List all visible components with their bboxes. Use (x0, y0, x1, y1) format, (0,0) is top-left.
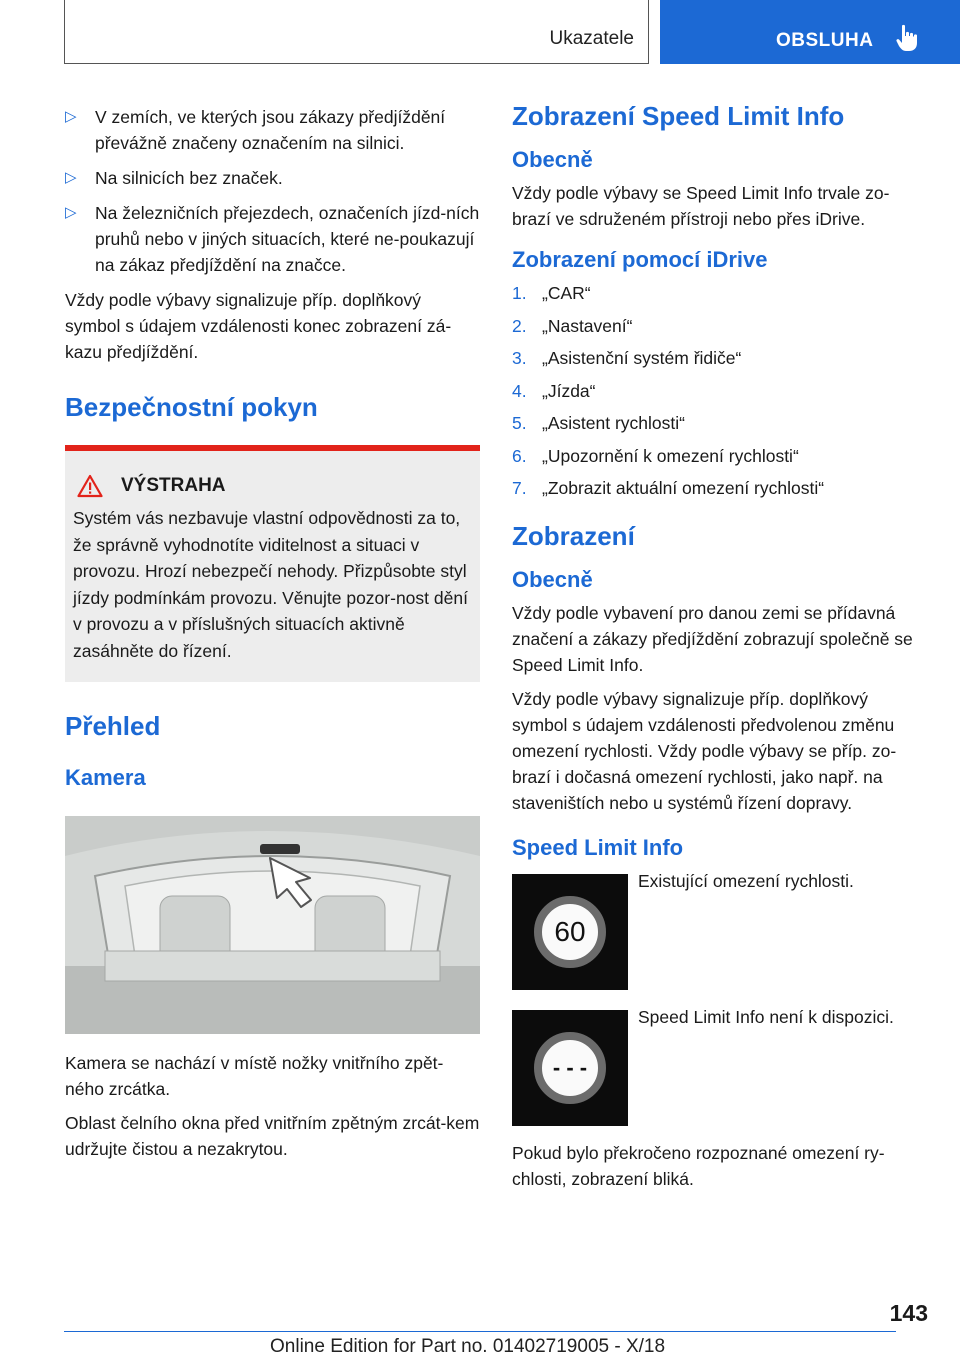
list-item: ▷ Na železničních přejezdech, označeních jízd-ních pruhů nebo v jiných situacích, které ne-poukazují na zákaz předjíždění na značce. (65, 200, 480, 278)
list-item: 6. „Upozornění k omezení rychlosti“ (512, 445, 799, 466)
warning-text: Systém vás nezbavuje vlastní odpovědnosti za to, že správně vyhodnotíte viditelnost a situaci v provozu. Hrozí nebezpečí nehody. Přizpůsobte styl jízdy podmínkám provozu. Věnujte pozor-nost dění v provozu a v příslušných situacích aktivně zasáhněte do řízení. (73, 508, 468, 661)
chapter-tab (660, 0, 960, 64)
speed-limit-circle: 60 (534, 896, 606, 968)
speed-limit-sign-image (512, 874, 628, 990)
section-heading: Zobrazení Speed Limit Info (512, 101, 845, 131)
camera-location-image (65, 816, 480, 1034)
subsection-heading: Obecně (512, 566, 593, 592)
speed-limit-unavailable-image (512, 1010, 628, 1126)
paragraph: Kamera se nachází v místě nožky vnitřního zpět-ného zrcátka. (65, 1053, 444, 1099)
paragraph: Vždy podle výbavy signalizuje příp. doplňkový symbol s údajem vzdálenosti předvolenou změnu omezení rychlosti. Vždy podle výbavy se příp. zo-brazí i dočasná omezení rychlosti, jako např. na staveništích nebo u systémů řízení dopravy. (512, 688, 897, 813)
left-column (65, 104, 480, 1170)
list-item: ▷ Na silnicích bez značek. (65, 165, 480, 191)
list-item: 7. „Zobrazit aktuální omezení rychlosti“ (512, 478, 825, 498)
footer-edition: Online Edition for Part no. 01402719005 - X/18 (270, 1336, 666, 1357)
triangle-bullet-icon: ▷ (65, 169, 77, 186)
idrive-steps-list (512, 280, 927, 508)
chapter-title: OBSLUHA (776, 30, 874, 51)
section-heading: Zobrazení (512, 520, 635, 551)
list-item: 3. „Asistenční systém řidiče“ (512, 348, 742, 368)
paragraph: Pokud bylo překročeno rozpoznané omezení ry-chlosti, zobrazení bliká. (512, 1142, 885, 1189)
header-section-box (64, 0, 649, 64)
paragraph: Vždy podle výbavy signalizuje příp. doplňkový symbol s údajem vzdálenosti konec zobrazení zá-kazu předjíždění. (65, 290, 452, 362)
sign-row (512, 1006, 927, 1126)
subsection-heading: Speed Limit Info (512, 834, 684, 860)
section-heading: Bezpečnostní pokyn (65, 392, 318, 422)
triangle-bullet-icon: ▷ (65, 204, 77, 221)
subsection-heading: Kamera (65, 765, 146, 790)
subsection-heading: Obecně (512, 147, 593, 172)
list-item: ▷ V zemích, ve kterých jsou zákazy předjíždění převážně značeny označením na silnici. (65, 104, 480, 156)
section-heading: Přehled (65, 711, 161, 741)
subsection-heading: Zobrazení pomocí iDrive (512, 247, 768, 272)
speed-limit-circle: - - - (534, 1032, 606, 1104)
list-item: 5. „Asistent rychlosti“ (512, 413, 685, 433)
list-item: 1. „CAR“ (512, 283, 591, 303)
list-item: 2. „Nastavení“ (512, 315, 633, 336)
paragraph: Oblast čelního okna před vnitřním zpětným zrcát-kem udržujte čistou a nezakrytou. (65, 1113, 480, 1159)
warning-box (65, 445, 480, 682)
page-number: 143 (889, 1300, 928, 1326)
sign-description: Existující omezení rychlosti. (638, 870, 854, 891)
warning-triangle-icon (77, 474, 103, 498)
section-title: Ukazatele (549, 28, 634, 49)
paragraph: Vždy podle vybavení pro danou zemi se přídavná značení a zákazy předjíždění zobrazují společně se Speed Limit Info. (512, 602, 913, 675)
sign-row (512, 870, 927, 990)
paragraph: Vždy podle výbavy se Speed Limit Info trvale zo-brazí ve sdruženém přístroji nebo přes iDrive. (512, 183, 890, 229)
triangle-bullet-icon: ▷ (65, 108, 77, 125)
right-column (512, 100, 927, 1200)
hand-pointer-icon (896, 24, 918, 52)
footer-divider (64, 1331, 896, 1332)
warning-title: VÝSTRAHA (73, 473, 472, 499)
sign-description: Speed Limit Info není k dispozici. (638, 1006, 894, 1027)
list-item: 4. „Jízda“ (512, 380, 596, 401)
